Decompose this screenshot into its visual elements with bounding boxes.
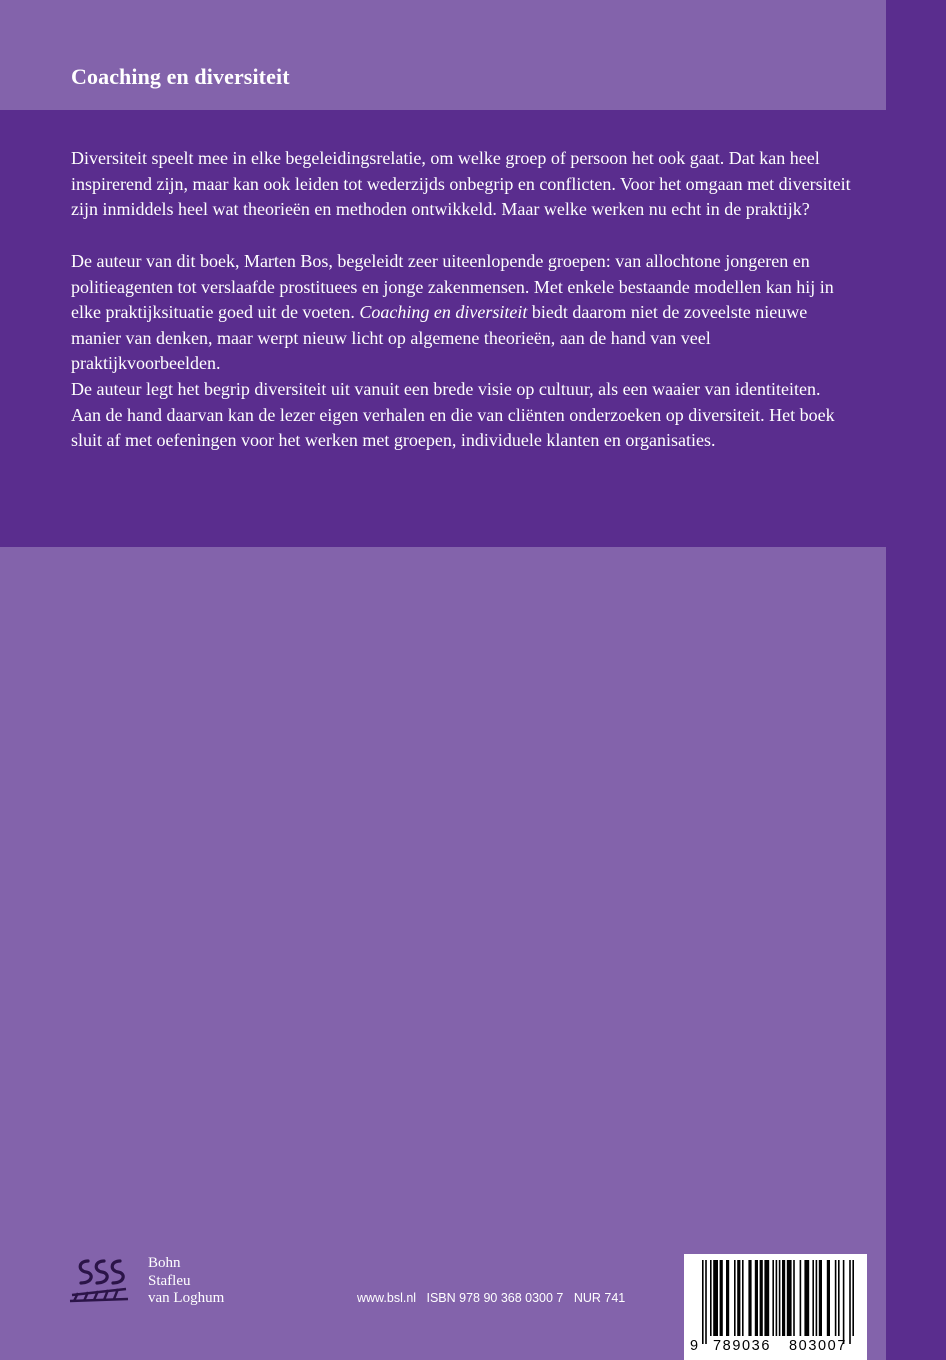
barcode-bar bbox=[787, 1260, 792, 1336]
publication-info bbox=[357, 1291, 625, 1305]
publisher-line-3: van Loghum bbox=[148, 1290, 225, 1306]
publisher-line-1: Bohn bbox=[148, 1255, 181, 1271]
publisher-line-2: Stafleu bbox=[148, 1272, 191, 1289]
barcode-bar bbox=[726, 1260, 729, 1336]
blurb-paragraph-2-end: biedt daarom niet de zoveelste nieuwe manier van denken, maar werpt nieuw licht op algemene theorieën, aan de hand van veel praktijkvoorbeelden. bbox=[71, 302, 808, 374]
barcode-bar bbox=[702, 1260, 704, 1344]
cover-header bbox=[0, 0, 886, 110]
barcode-bar bbox=[705, 1260, 707, 1344]
blurb-paragraph-1: Diversiteit speelt mee in elke begeleidingsrelatie, om welke groep of persoon het ook gaat. Dat kan heel inspirerend zijn, maar kan ook leiden tot wederzijds onbegrip en conflicten. Voor het omgaan met diversiteit zijn inmiddels heel wat theorieën en methoden ontwikkeld. Maar welke werken nu echt in de praktijk? bbox=[71, 148, 851, 220]
book-title: Coaching en diversiteit bbox=[71, 64, 290, 89]
barcode-lead-digit: 9 bbox=[690, 1338, 700, 1354]
barcode-bar bbox=[816, 1260, 818, 1336]
barcode-bar bbox=[779, 1260, 781, 1336]
barcode-bar bbox=[843, 1260, 845, 1344]
barcode-right-group: 803007 bbox=[789, 1338, 847, 1354]
bohn-stafleu-van-loghum-logo-icon bbox=[68, 1255, 130, 1305]
barcode-bar bbox=[819, 1260, 822, 1336]
blurb-panel bbox=[0, 110, 886, 547]
barcode-bar bbox=[713, 1260, 718, 1336]
publisher-name bbox=[148, 1255, 224, 1308]
barcode-bar bbox=[782, 1260, 785, 1336]
blurb-paragraph-2 bbox=[71, 249, 851, 377]
nur-code: NUR 741 bbox=[573, 1291, 626, 1305]
blurb-paragraph-3: De auteur legt het begrip diversiteit uit vanuit een brede visie op cultuur, als een waaier van identiteiten. Aan de hand daarvan kan de lezer eigen verhalen en die van cliënten onderzoeken op diversiteit. Het boek sluit af met oefeningen voor het werken met groepen, individuele klanten en organisaties. bbox=[71, 379, 835, 451]
blurb-paragraph-2-start: De auteur van dit boek, Marten Bos, begeleidt zeer uiteenlopende groepen: van allochtone jongeren en politieagenten tot verslaafde prostituees en jonge zakenmensen. Met enkele bestaande modellen kan hij in elke praktijksituatie goed uit de voeten. bbox=[71, 251, 834, 323]
barcode-bar bbox=[827, 1260, 830, 1336]
isbn-number: ISBN 978 90 368 0300 7 bbox=[426, 1291, 564, 1305]
barcode-bar bbox=[793, 1260, 795, 1336]
barcode-bar bbox=[800, 1260, 802, 1336]
isbn-barcode bbox=[684, 1254, 867, 1360]
barcode-bar bbox=[812, 1260, 814, 1336]
barcode-bar bbox=[835, 1260, 837, 1336]
barcode-bar bbox=[760, 1260, 763, 1336]
barcode-bar bbox=[742, 1260, 744, 1336]
barcode-bar bbox=[764, 1260, 769, 1336]
barcode-bar bbox=[838, 1260, 840, 1336]
barcode-bar bbox=[755, 1260, 758, 1336]
book-title-italic: Coaching en diversiteit bbox=[359, 302, 528, 323]
publisher-website: www.bsl.nl bbox=[357, 1291, 417, 1305]
barcode-bar bbox=[748, 1260, 751, 1336]
barcode-bar bbox=[710, 1260, 712, 1336]
book-spine bbox=[886, 0, 946, 1360]
barcode-bar bbox=[734, 1260, 736, 1336]
barcode-bar bbox=[737, 1260, 740, 1336]
barcode-left-group: 789036 bbox=[713, 1338, 771, 1354]
barcode-bar bbox=[720, 1260, 723, 1336]
barcode-bar bbox=[852, 1260, 854, 1336]
barcode-bar bbox=[804, 1260, 809, 1336]
barcode-bar bbox=[849, 1260, 851, 1344]
barcode-bar bbox=[772, 1260, 774, 1336]
barcode-bar bbox=[776, 1260, 778, 1336]
